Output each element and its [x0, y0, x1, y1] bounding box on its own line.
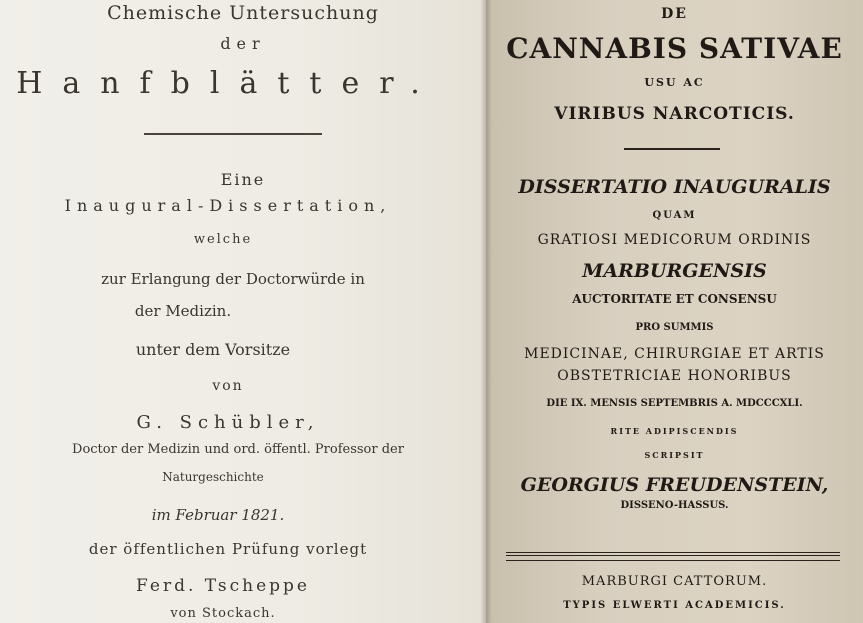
pro-summis-text: PRO SUMMIS: [635, 322, 714, 333]
rite-text: RITE ADIPISCENDIS: [610, 426, 739, 436]
gratiosi-text: GRATIOSI MEDICORUM ORDINIS: [537, 232, 812, 248]
usu-text: USU AC: [644, 76, 705, 89]
supervisor-title: Doctor der Medizin und ord. öffentl. Professor der: [72, 442, 404, 457]
medicinae-text: MEDICINAE, CHIRURGIAE ET ARTIS: [524, 346, 825, 362]
title-line-1: Chemische Untersuchung: [107, 2, 379, 24]
imprint-place: MARBURGI CATTORUM.: [581, 574, 768, 589]
imprint-divider: [506, 552, 840, 556]
author-name: Ferd. Tscheppe: [136, 576, 310, 596]
author-name-right: GEORGIUS FREUDENSTEIN,: [520, 474, 829, 496]
disseno-text: DISSENO-HASSUS.: [620, 500, 729, 511]
de-text: DE: [661, 6, 688, 22]
title-line-2: der: [220, 34, 266, 53]
viribus-text: VIRIBUS NARCOTICIS.: [554, 104, 795, 124]
obstetriciae-text: OBSTETRICIAE HONORIBUS: [557, 368, 792, 384]
cannabis-title: CANNABIS SATIVAE: [506, 32, 843, 65]
date-text-right: DIE IX. MENSIS SEPTEMBRIS A. MDCCCXLI.: [546, 398, 803, 409]
scripsit-text: SCRIPSIT: [644, 450, 705, 460]
right-title-page: [486, 0, 863, 623]
auctoritate-text: AUCTORITATE ET CONSENSU: [572, 292, 777, 306]
welche-text: welche: [193, 232, 253, 247]
von-text: von: [212, 378, 244, 394]
medizin-text: der Medizin.: [134, 302, 232, 320]
vorsitze-text: unter dem Vorsitze: [135, 340, 291, 359]
author-origin: von Stockach.: [170, 606, 276, 621]
page-gutter: [480, 0, 492, 623]
date-text: im Februar 1821.: [151, 506, 285, 524]
title-divider-right: [624, 148, 720, 150]
imprint-divider-thin: [506, 560, 840, 561]
title-line-3: Hanfblätter.: [16, 66, 440, 101]
inaugural-text: Inaugural-Dissertation,: [64, 196, 392, 215]
marburgensis-text: MARBURGENSIS: [582, 260, 767, 282]
imprint-printer: TYPIS ELWERTI ACADEMICIS.: [563, 600, 786, 611]
pruefung-text: der öffentlichen Prüfung vorlegt: [88, 540, 368, 558]
quam-text: QUAM: [652, 210, 697, 221]
erlangung-text: zur Erlangung der Doctorwürde in: [101, 270, 365, 288]
supervisor-name: G. Schübler,: [136, 412, 320, 433]
dissertatio-text: DISSERTATIO INAUGURALIS: [518, 176, 831, 198]
eine-text: Eine: [220, 170, 266, 189]
naturgeschichte-text: Naturgeschichte: [162, 470, 264, 484]
title-divider: [144, 133, 322, 135]
